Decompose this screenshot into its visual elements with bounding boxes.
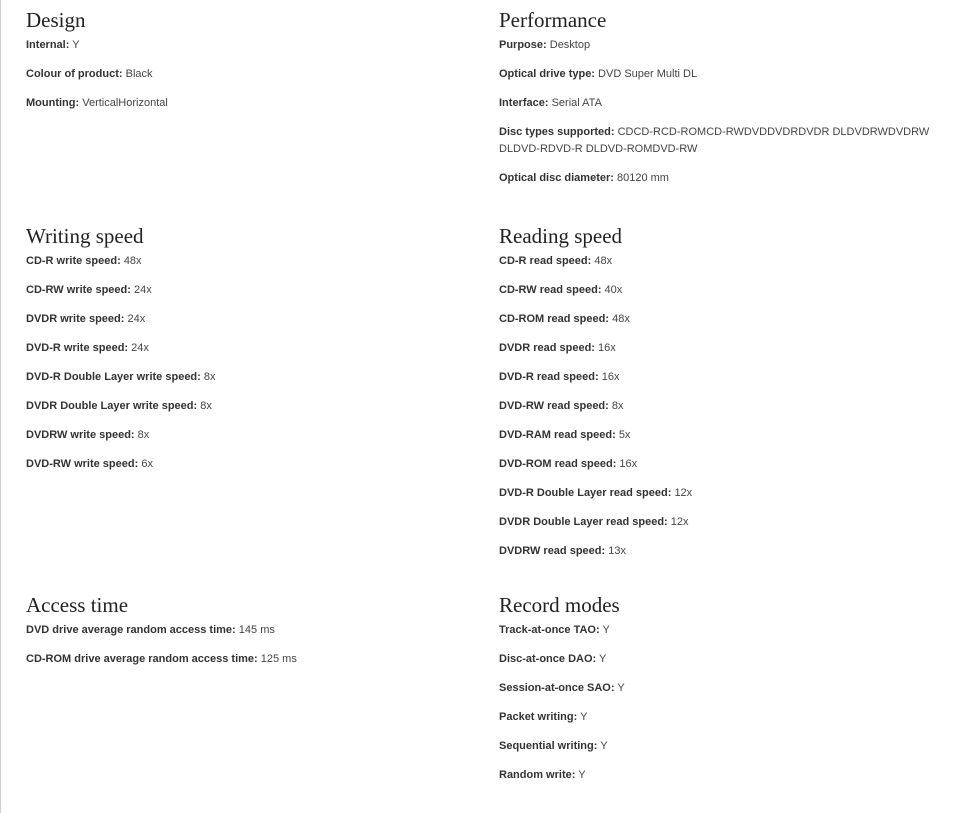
spec-row-dvd-access-time [26,622,466,639]
spec-value: Desktop [549,39,591,51]
spec-row-packet-writing [499,709,949,726]
access-time-rows [26,622,466,668]
spec-value: CDCD-RCD-ROMCD-RWDVDDVDRDVDR DLDVDRWDVDRW DLDVD-RDVD-R DLDVD-ROMDVD-RW [499,126,930,155]
spec-row-track-at-once [499,622,949,639]
spec-label: DVD-RAM read speed: [499,429,616,441]
spec-label: CD-R write speed: [26,255,121,267]
spec-value: 12x [674,487,693,499]
spec-row-dvd-r-dl-write-speed [26,369,466,386]
spec-label: DVD-R Double Layer write speed: [26,371,201,383]
reading-speed-rows [499,253,949,560]
spec-value: 8x [611,400,624,412]
spec-label: Disc-at-once DAO: [499,653,597,665]
spec-label: CD-RW read speed: [499,284,602,296]
spec-row-cd-rw-read-speed [499,282,949,299]
spec-label: Track-at-once TAO: [499,624,600,636]
spec-value: 145 ms [238,624,275,636]
spec-label: Colour of product: [26,68,123,80]
spec-row-dvdr-dl-write-speed [26,398,466,415]
spec-label: DVD-R write speed: [26,342,129,354]
spec-value: Y [599,653,607,665]
spec-row-dvd-r-read-speed [499,369,949,386]
spec-row-cd-r-write-speed [26,253,466,270]
spec-label: DVD-RW write speed: [26,458,139,470]
record-modes-rows [499,622,949,784]
spec-row-colour-of-product [26,66,466,83]
section-title-record-modes: Record modes [499,593,620,617]
spec-row-purpose [499,37,949,54]
spec-label: CD-ROM drive average random access time: [26,653,258,665]
spec-row-disc-types-supported [499,124,949,158]
page-left-border [0,0,1,813]
spec-label: Packet writing: [499,711,578,723]
section-title-performance: Performance [499,8,607,32]
spec-row-session-at-once [499,680,949,697]
spec-label: DVDR Double Layer write speed: [26,400,198,412]
section-title-design: Design [26,8,86,32]
spec-value: 8x [203,371,216,383]
spec-row-cd-rw-write-speed [26,282,466,299]
spec-value: DVD Super Multi DL [598,68,698,80]
section-writing-speed [26,224,466,485]
spec-row-dvdr-write-speed [26,311,466,328]
spec-value: Serial ATA [551,97,602,109]
spec-row-interface [499,95,949,112]
writing-speed-rows [26,253,466,473]
section-reading-speed [499,224,949,572]
section-title-access-time: Access time [26,593,129,617]
spec-label: CD-ROM read speed: [499,313,610,325]
spec-label: DVD-ROM read speed: [499,458,617,470]
spec-value: 8x [137,429,150,441]
spec-label: DVDR write speed: [26,313,125,325]
spec-row-disc-at-once [499,651,949,668]
spec-value: 13x [608,545,626,557]
spec-value: Y [72,39,80,51]
spec-label: Sequential writing: [499,740,598,752]
section-design [26,8,466,124]
spec-value: 5x [618,429,631,441]
spec-row-dvdrw-read-speed [499,543,949,560]
spec-value: 6x [141,458,153,470]
spec-value: 125 ms [260,653,297,665]
spec-value: 16x [601,371,620,383]
spec-value: 48x [612,313,630,325]
design-rows [26,37,466,112]
spec-row-cd-r-read-speed [499,253,949,270]
spec-row-cd-rom-read-speed [499,311,949,328]
spec-row-optical-disc-diameter [499,170,949,187]
section-title-writing-speed: Writing speed [26,224,144,248]
performance-rows [499,37,949,187]
section-title-reading-speed: Reading speed [499,224,623,248]
spec-label: Session-at-once SAO: [499,682,615,694]
spec-value: 24x [127,313,146,325]
spec-label: DVDRW write speed: [26,429,135,441]
spec-value: 48x [594,255,613,267]
spec-label: CD-RW write speed: [26,284,131,296]
spec-value: 24x [133,284,152,296]
spec-label: DVD-R Double Layer read speed: [499,487,672,499]
spec-value: Y [578,769,586,781]
spec-row-internal [26,37,466,54]
spec-value: Y [602,624,610,636]
spec-value: Y [600,740,608,752]
spec-label: Optical disc diameter: [499,172,614,184]
spec-label: DVD-RW read speed: [499,400,609,412]
spec-label: Optical drive type: [499,68,595,80]
section-access-time [26,593,466,680]
spec-row-random-write [499,767,949,784]
spec-row-dvd-r-dl-read-speed [499,485,949,502]
spec-label: DVDRW read speed: [499,545,606,557]
spec-row-dvd-rom-read-speed [499,456,949,473]
spec-row-dvd-r-write-speed [26,340,466,357]
spec-label: Disc types supported: [499,126,615,138]
spec-label: DVDR Double Layer read speed: [499,516,668,528]
spec-row-sequential-writing [499,738,949,755]
section-performance [499,8,949,199]
spec-row-dvd-rw-read-speed [499,398,949,415]
spec-label: Purpose: [499,39,547,51]
section-record-modes [499,593,949,796]
spec-row-dvd-rw-write-speed [26,456,466,473]
spec-value: Y [617,682,625,694]
spec-value: 24x [131,342,149,354]
spec-label: DVD drive average random access time: [26,624,236,636]
spec-label: DVDR read speed: [499,342,595,354]
spec-row-cd-rom-access-time [26,651,466,668]
spec-row-dvdrw-write-speed [26,427,466,444]
spec-value: Y [580,711,588,723]
spec-label: Interface: [499,97,549,109]
spec-value: 40x [604,284,623,296]
spec-value: 12x [670,516,689,528]
spec-value: Black [125,68,153,80]
spec-label: CD-R read speed: [499,255,592,267]
spec-label: Internal: [26,39,70,51]
spec-row-optical-drive-type [499,66,949,83]
spec-row-dvdr-dl-read-speed [499,514,949,531]
spec-value: 80120 mm [617,172,669,184]
spec-value: 16x [619,458,638,470]
spec-label: Random write: [499,769,576,781]
spec-value: 8x [200,400,212,412]
spec-row-dvd-ram-read-speed [499,427,949,444]
spec-row-mounting [26,95,466,112]
spec-label: DVD-R read speed: [499,371,599,383]
spec-value: 16x [598,342,616,354]
spec-row-dvdr-read-speed [499,340,949,357]
spec-label: Mounting: [26,97,80,109]
spec-value: 48x [123,255,142,267]
spec-value: VerticalHorizontal [82,97,168,109]
